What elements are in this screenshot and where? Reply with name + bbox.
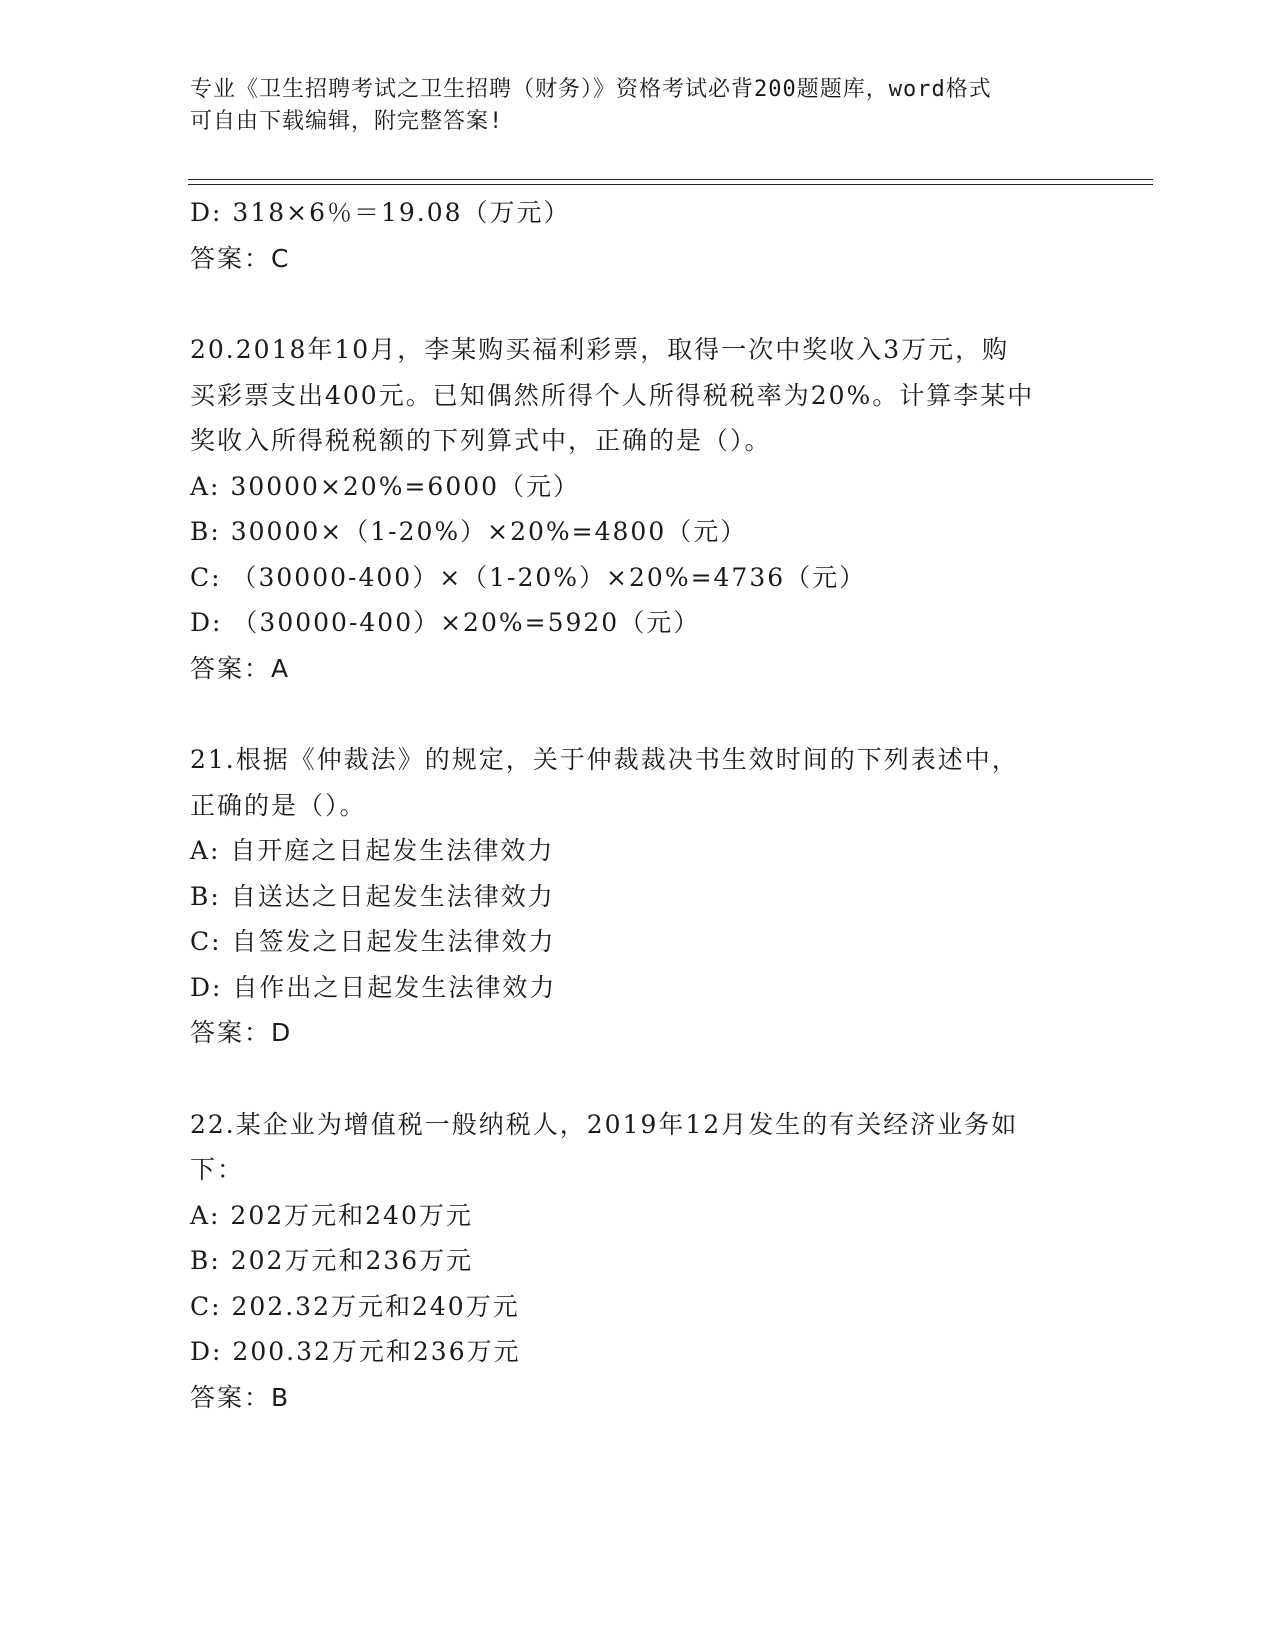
option-c: C: （30000-400）×（1-20%）×20%=4736（元） bbox=[190, 562, 867, 592]
prev-answer: 答案：C bbox=[190, 243, 291, 273]
spacer bbox=[190, 281, 1090, 327]
question-text: 奖收入所得税税额的下列算式中，正确的是（）。 bbox=[190, 426, 772, 455]
header-line-2: 可自由下载编辑，附完整答案! bbox=[190, 109, 504, 134]
question-list bbox=[190, 190, 1090, 1420]
question-text: 买彩票支出400元。已知偶然所得个人所得税税率为20%。计算李某中 bbox=[190, 380, 1035, 410]
option-b: B: 自送达之日起发生法律效力 bbox=[190, 881, 555, 911]
option-c: C: 自签发之日起发生法律效力 bbox=[190, 927, 556, 956]
question-22 bbox=[190, 1102, 1090, 1421]
document-header bbox=[190, 74, 1090, 138]
answer: 答案：B bbox=[190, 1382, 291, 1412]
spacer bbox=[190, 691, 1090, 737]
question-text: 22.某企业为增值税一般纳税人，2019年12月发生的有关经济业务如 bbox=[190, 1109, 1019, 1139]
option-d: D: 200.32万元和236万元 bbox=[190, 1337, 521, 1366]
option-d: D: 自作出之日起发生法律效力 bbox=[190, 972, 557, 1002]
spacer bbox=[190, 1056, 1090, 1102]
question-text: 正确的是（）。 bbox=[190, 790, 367, 820]
question-20 bbox=[190, 327, 1090, 691]
option-d: D: （30000-400）×20%=5920（元） bbox=[190, 608, 701, 637]
prev-option-d: D: 318×6％＝19.08（万元） bbox=[190, 198, 571, 227]
question-text: 下： bbox=[190, 1155, 245, 1184]
option-a: A: 202万元和240万元 bbox=[190, 1200, 473, 1230]
question-21 bbox=[190, 737, 1090, 1056]
question-text: 21.根据《仲裁法》的规定，关于仲裁裁决书生效时间的下列表述中， bbox=[190, 745, 1019, 774]
header-line-1: 专业《卫生招聘考试之卫生招聘（财务）》资格考试必背200题题库，word格式 bbox=[190, 77, 992, 102]
header-divider-bottom bbox=[188, 184, 1153, 185]
question-text: 20.2018年10月，李某购买福利彩票，取得一次中奖收入3万元，购 bbox=[190, 335, 1010, 364]
option-a: A: 30000×20%=6000（元） bbox=[190, 471, 581, 501]
option-b: B: 202万元和236万元 bbox=[190, 1246, 474, 1275]
option-a: A: 自开庭之日起发生法律效力 bbox=[190, 836, 555, 865]
option-c: C: 202.32万元和240万元 bbox=[190, 1291, 520, 1321]
answer: 答案：D bbox=[190, 1018, 293, 1047]
answer: 答案：A bbox=[190, 653, 291, 683]
option-b: B: 30000×（1-20%）×20%=4800（元） bbox=[190, 517, 748, 546]
header-divider-top bbox=[188, 179, 1153, 180]
